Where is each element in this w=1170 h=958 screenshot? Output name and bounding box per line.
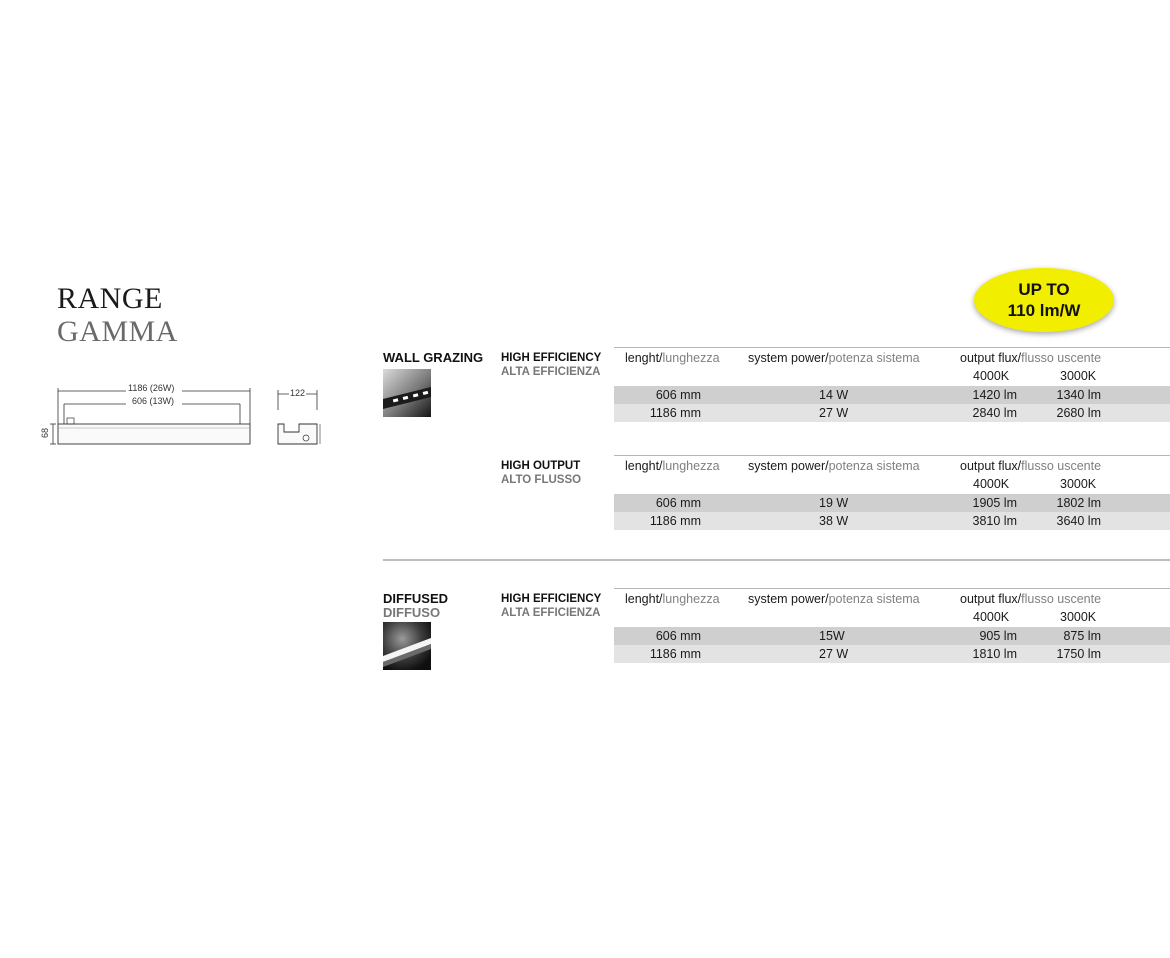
header-length: lenght/lunghezza — [625, 459, 720, 473]
header-4000k: 4000K — [973, 477, 1010, 491]
spec-table-diffused-high-efficiency — [614, 588, 1170, 663]
cell-power: 27 W — [819, 647, 849, 661]
badge-line-1: UP TO — [1018, 280, 1070, 299]
cell-flux-3000: 1750 lm — [1056, 647, 1101, 661]
group-name-alto-flusso: ALTO FLUSSO — [501, 474, 582, 486]
wall-grazing-thumb-icon — [383, 369, 431, 417]
cell-flux-4000: 3810 lm — [972, 514, 1017, 528]
cell-length: 606 mm — [655, 388, 701, 402]
badge-line-2: 110 lm/W — [1007, 301, 1081, 320]
cell-power: 14 W — [819, 388, 849, 402]
header-3000k: 3000K — [1060, 369, 1097, 383]
cell-power: 19 W — [819, 496, 849, 510]
page-title: RANGE — [57, 282, 163, 315]
dimension-length-short: 606 (13W) — [132, 396, 175, 406]
spec-table-wall-grazing-high-efficiency — [614, 347, 1170, 422]
cell-flux-4000: 905 lm — [979, 629, 1017, 643]
table-row — [614, 645, 1170, 663]
cell-flux-3000: 875 lm — [1063, 629, 1101, 643]
group-name-high-efficiency: HIGH EFFICIENCY — [501, 593, 602, 605]
header-power: system power/potenza sistema — [748, 459, 920, 473]
group-name-high-output: HIGH OUTPUT — [501, 460, 581, 472]
header-4000k: 4000K — [973, 369, 1010, 383]
table-header — [614, 456, 1170, 494]
header-length: lenght/lunghezza — [625, 592, 720, 606]
cell-flux-3000: 2680 lm — [1056, 406, 1101, 420]
header-length: lenght/lunghezza — [625, 351, 720, 365]
group-name-alta-efficienza: ALTA EFFICIENZA — [501, 366, 601, 378]
cell-length: 1186 mm — [649, 514, 701, 528]
table-row — [614, 494, 1170, 512]
cell-flux-4000: 1810 lm — [972, 647, 1017, 661]
table-row — [614, 512, 1170, 530]
cell-length: 606 mm — [655, 496, 701, 510]
spec-table-wall-grazing-high-output — [614, 455, 1170, 530]
header-flux: output flux/flusso uscente — [960, 459, 1102, 473]
section-subtitle-diffuso: DIFFUSO — [383, 605, 441, 620]
cell-power: 38 W — [819, 514, 849, 528]
efficiency-badge — [974, 268, 1114, 332]
header-3000k: 3000K — [1060, 610, 1097, 624]
group-name-high-efficiency: HIGH EFFICIENCY — [501, 352, 602, 364]
cell-length: 1186 mm — [649, 647, 701, 661]
section-divider — [383, 559, 1170, 561]
table-row — [614, 627, 1170, 645]
section-title-diffused: DIFFUSED — [383, 591, 448, 606]
header-power: system power/potenza sistema — [748, 351, 920, 365]
cell-length: 606 mm — [655, 629, 701, 643]
cell-flux-3000: 1802 lm — [1056, 496, 1101, 510]
cell-length: 1186 mm — [649, 406, 701, 420]
table-row — [614, 404, 1170, 422]
header-4000k: 4000K — [973, 610, 1010, 624]
header-flux: output flux/flusso uscente — [960, 351, 1102, 365]
diffused-image — [383, 622, 431, 670]
header-power: system power/potenza sistema — [748, 592, 920, 606]
dimension-length-long: 1186 (26W) — [128, 383, 175, 393]
cell-flux-4000: 1420 lm — [972, 388, 1017, 402]
table-header — [614, 589, 1170, 627]
dimension-height: 68 — [40, 427, 51, 439]
table-row — [614, 386, 1170, 404]
header-flux: output flux/flusso uscente — [960, 592, 1102, 606]
page-subtitle: GAMMA — [57, 315, 178, 348]
cell-flux-3000: 1340 lm — [1056, 388, 1101, 402]
header-3000k: 3000K — [1060, 477, 1097, 491]
wall-grazing-image — [383, 369, 431, 417]
dimension-drawing — [40, 380, 334, 450]
group-name-alta-efficienza: ALTA EFFICIENZA — [501, 607, 601, 619]
cell-flux-4000: 1905 lm — [972, 496, 1017, 510]
table-header — [614, 348, 1170, 386]
cell-power: 15W — [819, 629, 845, 643]
dimension-depth: 122 — [290, 388, 306, 398]
cell-flux-4000: 2840 lm — [972, 406, 1017, 420]
cell-power: 27 W — [819, 406, 849, 420]
diffused-thumb-icon — [383, 622, 431, 670]
cell-flux-3000: 3640 lm — [1056, 514, 1101, 528]
section-title-wall-grazing: WALL GRAZING — [383, 350, 484, 365]
